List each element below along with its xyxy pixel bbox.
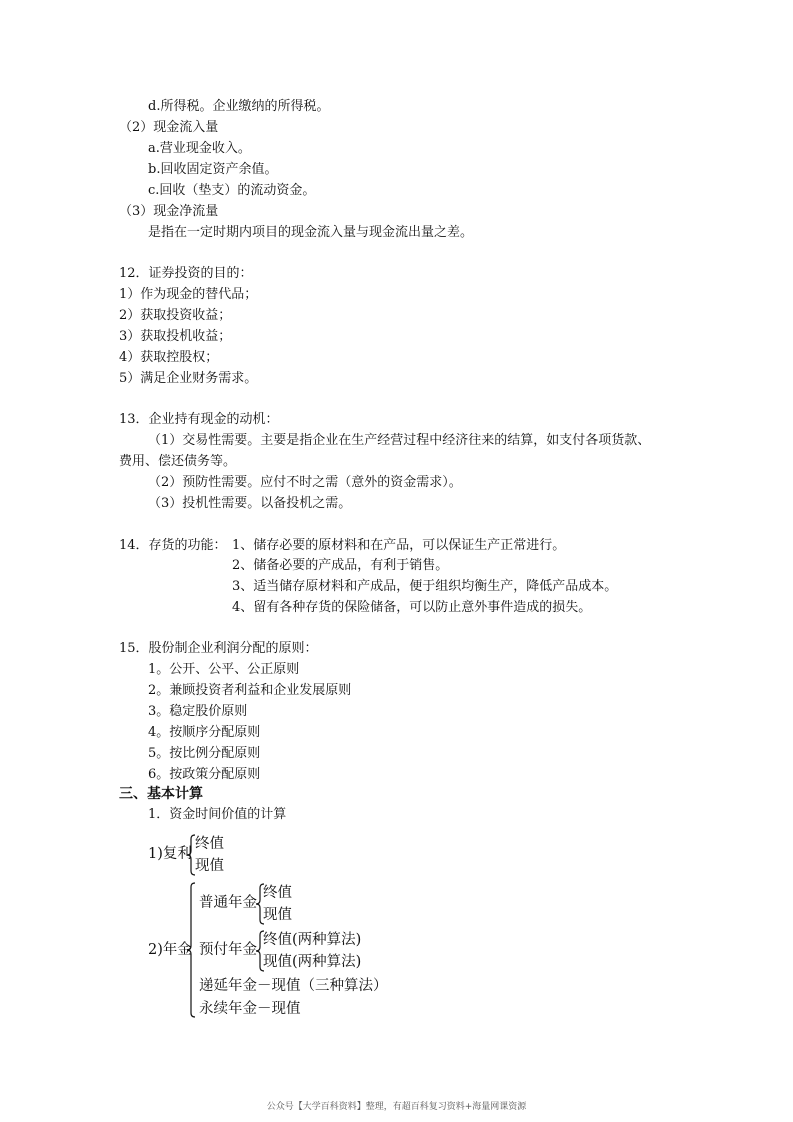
prepaid-future-value: 终值(两种算法): [263, 932, 362, 948]
prepaid-annuity-label: 预付年金: [199, 942, 257, 958]
section-15-item: 5。按比例分配原则: [148, 746, 261, 761]
section-15-item: 2。兼顾投资者利益和企业发展原则: [148, 683, 352, 698]
section-12-item: 3）获取投机收益；: [119, 329, 232, 344]
inflow-item: b.回收固定资产余值。: [148, 162, 278, 177]
section-14-item: 2、储备必要的产成品，有利于销售。: [232, 558, 449, 573]
part-three-heading: 三、基本计算: [119, 786, 203, 802]
section-14-title: 14．存货的功能：: [119, 538, 227, 553]
tax-item: d.所得税。企业缴纳的所得税。: [148, 99, 330, 114]
section-13-title: 13．企业持有现金的动机：: [119, 412, 279, 427]
deferred-annuity: 递延年金－现值（三种算法）: [199, 978, 388, 994]
net-flow-heading: （3）现金净流量: [119, 204, 219, 219]
section-15-item: 6。按政策分配原则: [148, 767, 261, 782]
perpetual-annuity: 永续年金－现值: [199, 1001, 301, 1017]
compound-present-value: 现值: [195, 858, 224, 874]
section-12-title: 12．证券投资的目的：: [119, 266, 253, 281]
section-13-item-1-line-2: 费用、偿还债务等。: [119, 454, 237, 469]
section-15-item: 1。公开、公平、公正原则: [148, 662, 300, 677]
section-15-item: 3。稳定股价原则: [148, 704, 248, 719]
section-13-item-2: （2）预防性需要。应付不时之需（意外的资金需求）。: [148, 475, 462, 490]
section-12-item: 4）获取控股权；: [119, 350, 219, 365]
section-13-item-1-line-1: （1）交易性需要。主要是指企业在生产经营过程中经济往来的结算，如支付各项货款、: [148, 433, 651, 448]
section-13-item-3: （3）投机性需要。以备投机之需。: [148, 496, 352, 511]
section-15-item: 4。按顺序分配原则: [148, 725, 261, 740]
inflow-heading: （2）现金流入量: [119, 120, 219, 135]
annuity-brace: [186, 882, 196, 1018]
ordinary-future-value: 终值: [263, 885, 292, 901]
annuity-label: 2)年金: [148, 942, 192, 958]
compound-future-value: 终值: [195, 836, 224, 852]
ordinary-annuity-label: 普通年金: [199, 895, 257, 911]
section-14-item: 4、留有各种存货的保险储备，可以防止意外事件造成的损失。: [232, 600, 592, 615]
section-12-item: 5）满足企业财务需求。: [119, 371, 258, 386]
prepaid-present-value: 现值(两种算法): [263, 954, 362, 970]
inflow-item: c.回收（垫支）的流动资金。: [148, 183, 316, 198]
net-flow-definition: 是指在一定时期内项目的现金流入量与现金流出量之差。: [148, 225, 474, 240]
section-14-item: 1、储存必要的原材料和在产品，可以保证生产正常进行。: [232, 538, 566, 553]
inflow-item: a.营业现金收入。: [148, 141, 251, 156]
ordinary-present-value: 现值: [263, 907, 292, 923]
page-footer: 公众号【大学百科资料】整理，有超百科复习资料+海量网课资源: [266, 1102, 527, 1112]
compound-label: 1)复利: [148, 846, 192, 862]
section-12-item: 2）获取投资收益；: [119, 308, 232, 323]
section-14-item: 3、适当储存原材料和产成品，便于组织均衡生产，降低产品成本。: [232, 579, 618, 594]
section-15-title: 15．股份制企业利润分配的原则：: [119, 641, 318, 656]
part-three-subheading: 1．资金时间价值的计算: [148, 807, 287, 822]
section-12-item: 1）作为现金的替代品；: [119, 287, 258, 302]
